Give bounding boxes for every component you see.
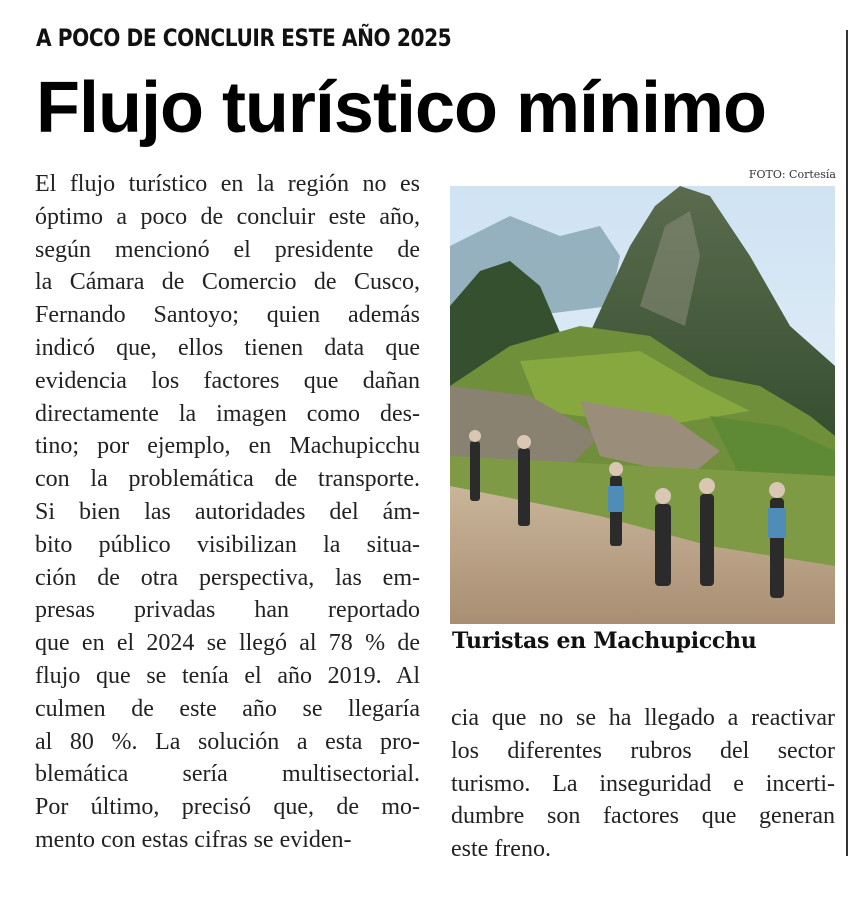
body-text-line: flujo que se tenía el año 2019. Al: [35, 662, 420, 689]
body-text-line: presas privadas han reportado: [35, 597, 420, 624]
body-text-line: la Cámara de Comercio de Cusco,: [35, 269, 420, 296]
body-text-line: tino; por ejemplo, en Machupicchu: [35, 433, 420, 460]
photo-caption: Turistas en Machupicchu: [452, 628, 757, 654]
body-text-line: Si bien las autoridades del ám-: [35, 498, 420, 525]
body-text-line: bito público visibilizan la situa-: [35, 531, 420, 558]
body-text-line: con la problemática de transporte.: [35, 466, 420, 493]
kicker: A POCO DE CONCLUIR ESTE AÑO 2025: [36, 24, 452, 52]
body-column-left: [35, 168, 420, 857]
body-text-line: según mencionó el presidente de: [35, 236, 420, 263]
body-text-line: directamente la imagen como des-: [35, 400, 420, 427]
body-text-line: óptimo a poco de concluir este año,: [35, 203, 420, 230]
body-text-line: los diferentes rubros del sector: [451, 737, 835, 764]
body-text-line: cia que no se ha llegado a reactivar: [451, 705, 835, 731]
body-text-line: dumbre son factores que generan: [451, 803, 835, 830]
body-text-line: turismo. La inseguridad e incerti-: [451, 770, 835, 797]
body-text-line: indicó que, ellos tienen data que: [35, 334, 420, 361]
body-text-line: al 80 %. La solución a esta pro-: [35, 728, 420, 755]
body-text-line: este freno.: [451, 836, 551, 863]
headline: Flujo turístico mínimo: [36, 68, 766, 148]
body-text-line: culmen de este año se llegaría: [35, 695, 420, 722]
body-text-line: blemática sería multisectorial.: [35, 761, 420, 788]
body-text-line: Fernando Santoyo; quien además: [35, 302, 420, 329]
machu-picchu-photo: [450, 186, 835, 624]
body-text-line: El flujo turístico en la región no es: [35, 171, 420, 197]
body-text-line: evidencia los factores que dañan: [35, 367, 420, 394]
body-text-line: Por último, precisó que, de mo-: [35, 794, 420, 821]
body-text-line: ción de otra perspectiva, las em-: [35, 564, 420, 591]
body-text-line: mento con estas cifras se eviden-: [35, 826, 352, 853]
column-rule: [846, 30, 848, 856]
body-column-right: [451, 702, 835, 866]
photo-credit: FOTO: Cortesía: [748, 168, 836, 181]
body-text-line: que en el 2024 se llegó al 78 % de: [35, 630, 420, 657]
